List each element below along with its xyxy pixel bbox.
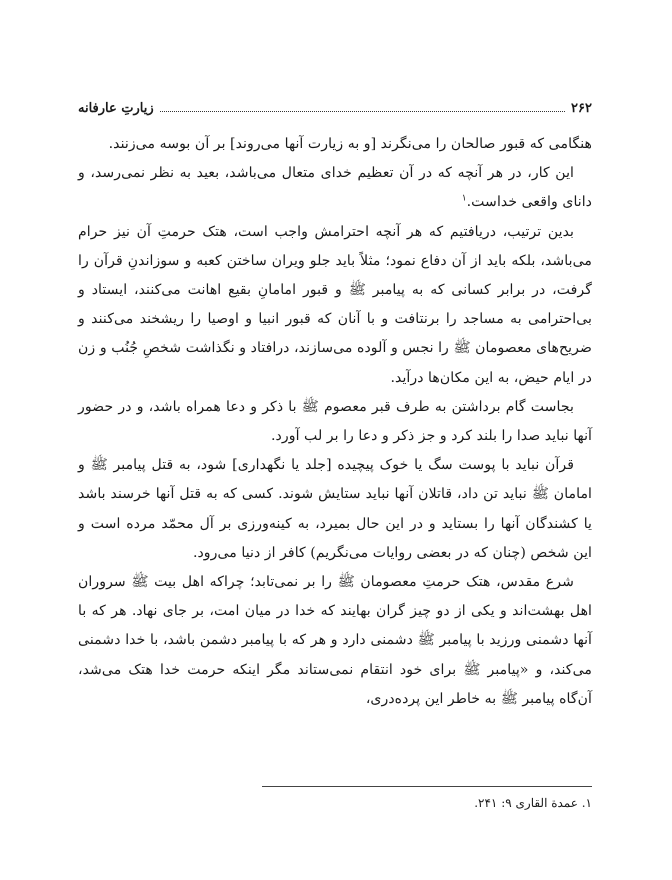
running-title: زیارتِ عارفانه — [78, 101, 154, 116]
paragraph-text: بجاست گام برداشتن به طرف قبر معصوم ﷺ با ذکر و دعا همراه باشد، و در حضور آنها نباید صدا را بلند کرد و جز ذکر و دعا را بر لب آورد. — [78, 398, 592, 445]
paragraph-text: قرآن نباید با پوست سگ یا خوک پیچیده [جلد یا نگهداری] شود، به قتل پیامبر ﷺ و امامان ﷺ نباید تن داد، قاتلان آنها نباید ستایش شوند. کسی که به قتل آنها خرسند باشد یا کشندگان آنها را بستاید و در این حال بمیرد، به کینه‌ورزی بر آل محمّد مرده است و این شخص (چنان که در بعضی روایات می‌نگریم) کافر از دنیا می‌رود. — [78, 457, 592, 561]
paragraph-text: بدین ترتیب، دریافتیم که هر آنچه احترامش واجب است، هتک حرمتِ آن نیز حرام می‌باشد، بلکه باید از آن دفاع نمود؛ مثلاً باید جلو ویران ساختن کعبه و سوزاندنِ قرآن را گرفت، در برابر کسانی که به پیامبر ﷺ و قبور امامانِ بقیع اهانت می‌کنند، ایستاد و بی‌احترامی به مساجد را برنتافت و با آنان که قبور انبیا و اوصیا را ریشخند می‌کنند و ضریح‌های معصومان ﷺ را نجس و آلوده می‌سازند، درافتاد و نگذاشت شخصِ جُنُب و زن در ایام حیض، به این مکان‌ها درآید. — [78, 223, 592, 386]
paragraph — [78, 159, 592, 217]
paragraph — [78, 568, 592, 714]
header-dot-leader — [160, 111, 565, 112]
paragraph-text: این کار، در هر آنچه که در آن تعظیم خدای متعال می‌باشد، بعید به نظر نمی‌رسد، و دانای واقعی خداست. — [78, 165, 592, 211]
paragraph-text: هنگامی که قبور صالحان را می‌نگرند [و به زیارت آنها می‌روند] بر آن بوسه می‌زنند. — [108, 136, 592, 152]
paragraph — [78, 393, 592, 451]
page-header — [78, 94, 592, 116]
paragraph — [78, 218, 592, 393]
footnote-separator — [262, 786, 592, 787]
paragraph — [78, 130, 592, 159]
footnote-marker[interactable]: ١ — [461, 193, 467, 204]
page-number: ۲۶۲ — [571, 101, 592, 116]
footnote: ١. عمدة القاری ۹: ۲۴۱. — [474, 796, 592, 810]
body-text — [78, 130, 592, 714]
paragraph-text: شرع مقدس، هتک حرمتِ معصومان ﷺ را بر نمی‌تابد؛ چراکه اهل بیت ﷺ سروران اهل بهشت‌اند و یکی از دو چیز گران بهایند که خدا در میان امت، بر جای نهاد. هر که با آنها دشمنی ورزید با پیامبر ﷺ دشمنی دارد و هر که با پیامبر دشمن باشد، با خدا دشمنی می‌کند، و «پیامبر ﷺ برای خود انتقام نمی‌ستاند مگر اینکه حرمت خدا هتک می‌شد، آن‌گاه پیامبر ﷺ به خاطر این پرده‌دری، — [78, 574, 592, 707]
paragraph — [78, 451, 592, 568]
